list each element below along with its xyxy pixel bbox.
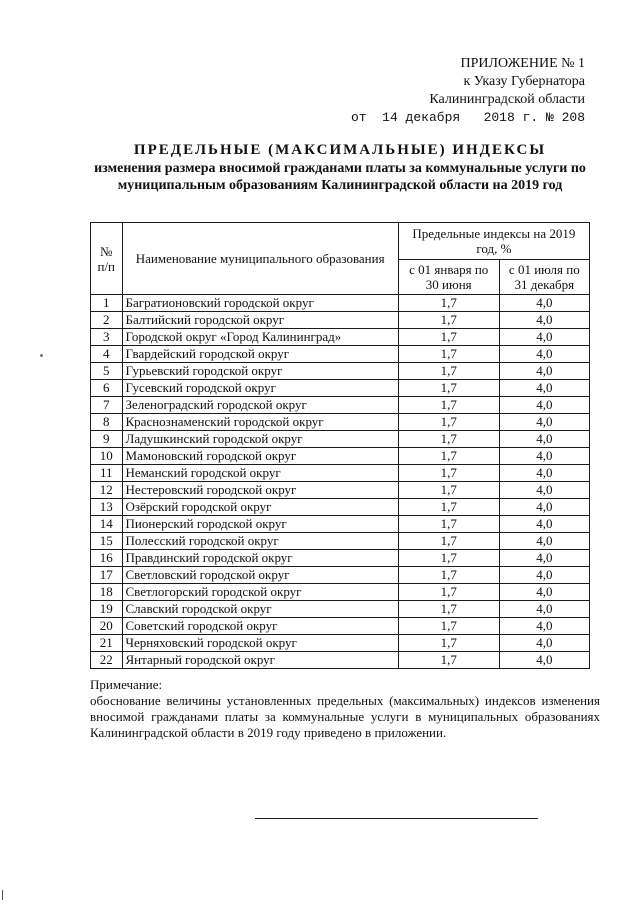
table-row <box>91 516 590 533</box>
note-label: Примечание: <box>90 677 163 692</box>
index-first-half-cell: 1,7 <box>398 533 499 550</box>
row-number-cell: 18 <box>91 584 123 601</box>
row-number-cell: 9 <box>91 431 123 448</box>
row-number-cell: 7 <box>91 397 123 414</box>
municipality-name-cell: Полесский городской округ <box>122 533 398 550</box>
row-number-cell: 15 <box>91 533 123 550</box>
table-row <box>91 397 590 414</box>
column-header-indices: Предельные индексы на 2019 год, % <box>398 223 589 260</box>
municipality-name-cell: Янтарный городской округ <box>122 652 398 669</box>
index-second-half-cell: 4,0 <box>499 618 589 635</box>
table-row <box>91 448 590 465</box>
index-first-half-cell: 1,7 <box>398 618 499 635</box>
row-number-cell: 8 <box>91 414 123 431</box>
index-first-half-cell: 1,7 <box>398 380 499 397</box>
row-number-cell: 20 <box>91 618 123 635</box>
decree-date: от 14 декабря 2018 г. № 208 <box>350 110 585 125</box>
row-number-cell: 2 <box>91 312 123 329</box>
row-number-cell: 6 <box>91 380 123 397</box>
index-first-half-cell: 1,7 <box>398 448 499 465</box>
row-number-cell: 12 <box>91 482 123 499</box>
table-row <box>91 329 590 346</box>
municipality-name-cell: Советский городской округ <box>122 618 398 635</box>
table-row <box>91 380 590 397</box>
table-row <box>91 584 590 601</box>
table-row <box>91 482 590 499</box>
table-row <box>91 635 590 652</box>
index-second-half-cell: 4,0 <box>499 635 589 652</box>
index-second-half-cell: 4,0 <box>499 652 589 669</box>
index-second-half-cell: 4,0 <box>499 397 589 414</box>
title-main: ПРЕДЕЛЬНЫЕ (МАКСИМАЛЬНЫЕ) ИНДЕКСЫ <box>133 142 547 158</box>
index-first-half-cell: 1,7 <box>398 482 499 499</box>
index-second-half-cell: 4,0 <box>499 363 589 380</box>
table-row <box>91 499 590 516</box>
column-header-second-half: с 01 июля по 31 декабря <box>499 260 589 295</box>
column-header-first-half: с 01 января по 30 июня <box>398 260 499 295</box>
table-row <box>91 618 590 635</box>
index-second-half-cell: 4,0 <box>499 482 589 499</box>
appendix-label: ПРИЛОЖЕНИЕ № 1 <box>460 56 585 71</box>
table-row <box>91 550 590 567</box>
index-first-half-cell: 1,7 <box>398 346 499 363</box>
note-section <box>90 677 600 741</box>
municipality-name-cell: Правдинский городской округ <box>122 550 398 567</box>
table-row <box>91 414 590 431</box>
index-second-half-cell: 4,0 <box>499 533 589 550</box>
column-header-municipality: Наименование муниципального образования <box>122 223 398 295</box>
index-second-half-cell: 4,0 <box>499 380 589 397</box>
municipality-name-cell: Светлогорский городской округ <box>122 584 398 601</box>
municipality-name-cell: Городской округ «Город Калининград» <box>122 329 398 346</box>
document-title <box>90 140 590 194</box>
row-number-cell: 19 <box>91 601 123 618</box>
table-row <box>91 601 590 618</box>
row-number-cell: 16 <box>91 550 123 567</box>
index-second-half-cell: 4,0 <box>499 567 589 584</box>
index-second-half-cell: 4,0 <box>499 584 589 601</box>
title-subtitle: изменения размера вносимой гражданами платы за коммунальные услуги по муниципальным образованиям Калининградской области на 2019 год <box>94 161 586 193</box>
index-second-half-cell: 4,0 <box>499 465 589 482</box>
index-first-half-cell: 1,7 <box>398 431 499 448</box>
indices-table <box>90 222 590 669</box>
index-first-half-cell: 1,7 <box>398 363 499 380</box>
municipality-name-cell: Краснознаменский городской округ <box>122 414 398 431</box>
table-row <box>91 295 590 312</box>
table-row <box>91 346 590 363</box>
row-number-cell: 13 <box>91 499 123 516</box>
municipality-name-cell: Светловский городской округ <box>122 567 398 584</box>
index-second-half-cell: 4,0 <box>499 312 589 329</box>
signature-divider <box>255 818 538 819</box>
municipality-name-cell: Мамоновский городской округ <box>122 448 398 465</box>
row-number-cell: 14 <box>91 516 123 533</box>
index-first-half-cell: 1,7 <box>398 329 499 346</box>
municipality-name-cell: Ладушкинский городской округ <box>122 431 398 448</box>
index-second-half-cell: 4,0 <box>499 295 589 312</box>
index-second-half-cell: 4,0 <box>499 550 589 567</box>
index-first-half-cell: 1,7 <box>398 499 499 516</box>
index-second-half-cell: 4,0 <box>499 329 589 346</box>
row-number-cell: 1 <box>91 295 123 312</box>
scan-margin-mark <box>2 890 11 900</box>
municipality-name-cell: Гвардейский городской округ <box>122 346 398 363</box>
index-first-half-cell: 1,7 <box>398 312 499 329</box>
municipality-name-cell: Нестеровский городской округ <box>122 482 398 499</box>
table-row <box>91 567 590 584</box>
index-first-half-cell: 1,7 <box>398 295 499 312</box>
table-row <box>91 312 590 329</box>
appendix-header <box>351 55 585 127</box>
row-number-cell: 4 <box>91 346 123 363</box>
index-second-half-cell: 4,0 <box>499 431 589 448</box>
index-first-half-cell: 1,7 <box>398 465 499 482</box>
municipality-name-cell: Багратионовский городской округ <box>122 295 398 312</box>
row-number-cell: 21 <box>91 635 123 652</box>
row-number-cell: 17 <box>91 567 123 584</box>
table-row <box>91 465 590 482</box>
scan-mark <box>40 354 43 357</box>
column-header-number: № п/п <box>91 223 123 295</box>
row-number-cell: 22 <box>91 652 123 669</box>
index-second-half-cell: 4,0 <box>499 499 589 516</box>
index-first-half-cell: 1,7 <box>398 635 499 652</box>
decree-reference: к Указу Губернатора <box>463 74 585 89</box>
row-number-cell: 11 <box>91 465 123 482</box>
table-row <box>91 363 590 380</box>
index-second-half-cell: 4,0 <box>499 516 589 533</box>
row-number-cell: 3 <box>91 329 123 346</box>
index-first-half-cell: 1,7 <box>398 414 499 431</box>
index-second-half-cell: 4,0 <box>499 346 589 363</box>
table-body <box>91 295 590 669</box>
index-first-half-cell: 1,7 <box>398 397 499 414</box>
municipality-name-cell: Пионерский городской округ <box>122 516 398 533</box>
row-number-cell: 5 <box>91 363 123 380</box>
municipality-name-cell: Черняховский городской округ <box>122 635 398 652</box>
index-second-half-cell: 4,0 <box>499 414 589 431</box>
region-name: Калининградской области <box>429 92 585 107</box>
index-second-half-cell: 4,0 <box>499 601 589 618</box>
index-first-half-cell: 1,7 <box>398 567 499 584</box>
municipality-name-cell: Балтийский городской округ <box>122 312 398 329</box>
municipality-name-cell: Озёрский городской округ <box>122 499 398 516</box>
table-row <box>91 533 590 550</box>
index-first-half-cell: 1,7 <box>398 550 499 567</box>
municipality-name-cell: Зеленоградский городской округ <box>122 397 398 414</box>
note-text: обоснование величины установленных предельных (максимальных) индексов изменения вносимой гражданами платы за коммунальные услуги в муниципальных образованиях Калининградской области в 2019 году приведено в приложении. <box>90 693 600 740</box>
index-first-half-cell: 1,7 <box>398 601 499 618</box>
municipality-name-cell: Гурьевский городской округ <box>122 363 398 380</box>
municipality-name-cell: Славский городской округ <box>122 601 398 618</box>
index-first-half-cell: 1,7 <box>398 516 499 533</box>
index-first-half-cell: 1,7 <box>398 584 499 601</box>
index-first-half-cell: 1,7 <box>398 652 499 669</box>
municipality-name-cell: Неманский городской округ <box>122 465 398 482</box>
table-row <box>91 431 590 448</box>
table-row <box>91 652 590 669</box>
municipality-name-cell: Гусевский городской округ <box>122 380 398 397</box>
row-number-cell: 10 <box>91 448 123 465</box>
index-second-half-cell: 4,0 <box>499 448 589 465</box>
